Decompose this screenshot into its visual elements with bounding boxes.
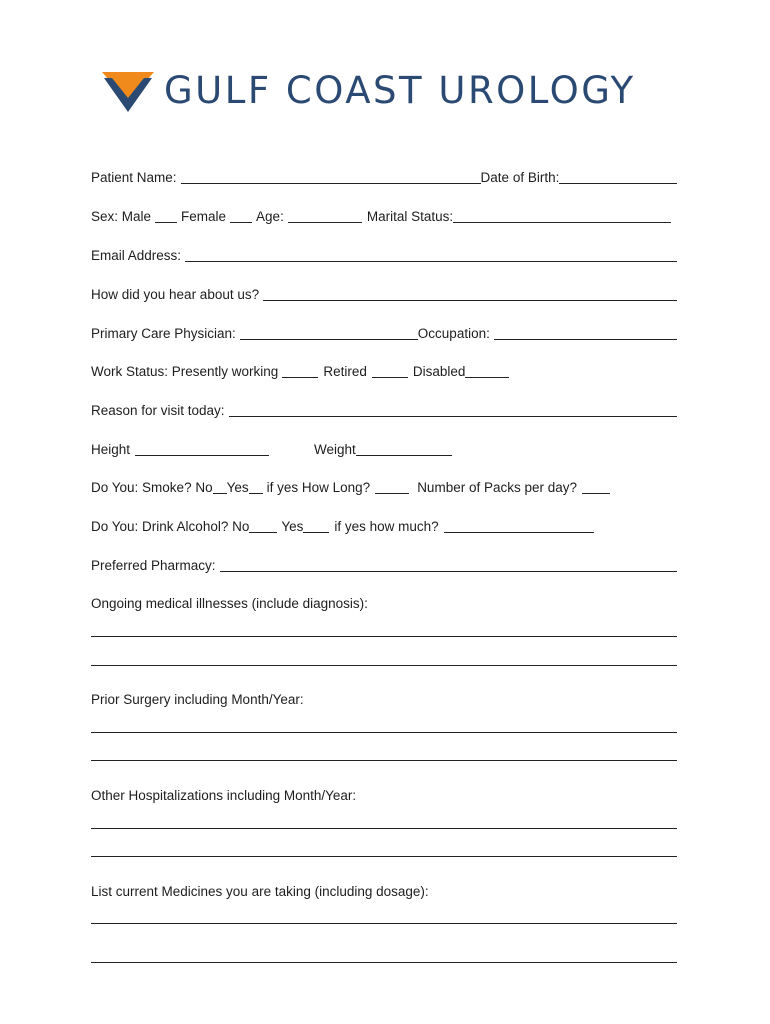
- patient-name-field[interactable]: [181, 169, 481, 184]
- marital-status-field[interactable]: [453, 208, 671, 223]
- brand-name: GULF COAST UROLOGY: [164, 69, 636, 112]
- medicines-line-2[interactable]: [91, 962, 677, 963]
- medicines-line-1[interactable]: [91, 923, 677, 924]
- smoke-yes-field[interactable]: [249, 479, 263, 494]
- alcohol-yes-field[interactable]: [303, 518, 329, 533]
- disabled-label: Disabled: [412, 364, 466, 379]
- alcohol-yes-label: Yes: [281, 519, 304, 534]
- alcohol-amount-label: if yes how much?: [334, 519, 439, 534]
- pcp-occupation-row: [91, 322, 677, 342]
- surgery-line-2[interactable]: [91, 760, 677, 761]
- visit-reason-label: Reason for visit today:: [91, 403, 225, 418]
- email-field[interactable]: [185, 247, 677, 262]
- age-field[interactable]: [288, 208, 362, 223]
- referral-source-label: How did you hear about us?: [91, 287, 260, 302]
- sex-female-field[interactable]: [230, 208, 252, 223]
- dob-field[interactable]: [559, 169, 677, 184]
- hospitalizations-line-1[interactable]: [91, 828, 677, 829]
- referral-source-field[interactable]: [263, 286, 677, 301]
- pharmacy-row: [91, 554, 677, 574]
- smoke-duration-field[interactable]: [375, 479, 409, 494]
- illnesses-heading-row: [91, 592, 677, 612]
- dob-label: Date of Birth:: [480, 170, 560, 185]
- retired-field[interactable]: [372, 363, 408, 378]
- illnesses-line-2[interactable]: [91, 665, 677, 666]
- medicines-heading-row: [91, 880, 677, 900]
- email-row: [91, 244, 677, 264]
- occupation-field[interactable]: [494, 325, 677, 340]
- height-label: Height: [91, 442, 131, 457]
- hospitalizations-heading-row: [91, 784, 677, 804]
- sex-age-marital-row: [91, 205, 677, 225]
- work-status-label: Work Status: Presently working: [91, 364, 279, 379]
- marital-status-label: Marital Status:: [366, 209, 454, 224]
- hospitalizations-line-2[interactable]: [91, 856, 677, 857]
- pcp-field[interactable]: [240, 325, 418, 340]
- surgery-label: Prior Surgery including Month/Year:: [91, 692, 304, 707]
- chevron-v-logo-icon: [102, 68, 154, 114]
- email-label: Email Address:: [91, 248, 182, 263]
- patient-name-row: [91, 166, 677, 186]
- occupation-label: Occupation:: [417, 326, 490, 341]
- illnesses-line-1[interactable]: [91, 636, 677, 637]
- packs-per-day-field[interactable]: [582, 479, 610, 494]
- hospitalizations-label: Other Hospitalizations including Month/Year:: [91, 788, 357, 803]
- referral-source-row: [91, 283, 677, 303]
- packs-per-day-label: Number of Packs per day?: [417, 480, 578, 495]
- retired-label: Retired: [323, 364, 367, 379]
- alcohol-no-label: Do You: Drink Alcohol? No: [91, 519, 250, 534]
- surgery-heading-row: [91, 688, 677, 708]
- weight-label: Weight: [314, 442, 356, 457]
- smoke-no-label: Do You: Smoke? No: [91, 480, 213, 495]
- alcohol-row: [91, 515, 677, 535]
- sex-male-field[interactable]: [155, 208, 177, 223]
- smoke-no-field[interactable]: [213, 479, 227, 494]
- brand-logo: [102, 66, 636, 116]
- height-field[interactable]: [135, 441, 269, 456]
- presently-working-field[interactable]: [282, 363, 318, 378]
- visit-reason-field[interactable]: [229, 402, 677, 417]
- pharmacy-label: Preferred Pharmacy:: [91, 558, 216, 573]
- work-status-row: [91, 360, 677, 380]
- surgery-line-1[interactable]: [91, 732, 677, 733]
- weight-field[interactable]: [356, 441, 452, 456]
- smoke-duration-label: if yes How Long?: [266, 480, 371, 495]
- pcp-label: Primary Care Physician:: [91, 326, 236, 341]
- pharmacy-field[interactable]: [220, 557, 677, 572]
- visit-reason-row: [91, 399, 677, 419]
- smoking-row: [91, 476, 677, 496]
- age-label: Age:: [256, 209, 284, 224]
- disabled-field[interactable]: [465, 363, 509, 378]
- sex-female-label: Female: [181, 209, 227, 224]
- alcohol-no-field[interactable]: [249, 518, 277, 533]
- sex-male-label: Sex: Male: [91, 209, 152, 224]
- alcohol-amount-field[interactable]: [444, 518, 594, 533]
- medicines-label: List current Medicines you are taking (including dosage):: [91, 884, 429, 899]
- height-weight-row: [91, 438, 677, 458]
- smoke-yes-label: Yes: [226, 480, 249, 495]
- patient-name-label: Patient Name:: [91, 170, 177, 185]
- illnesses-label: Ongoing medical illnesses (include diagnosis):: [91, 596, 368, 611]
